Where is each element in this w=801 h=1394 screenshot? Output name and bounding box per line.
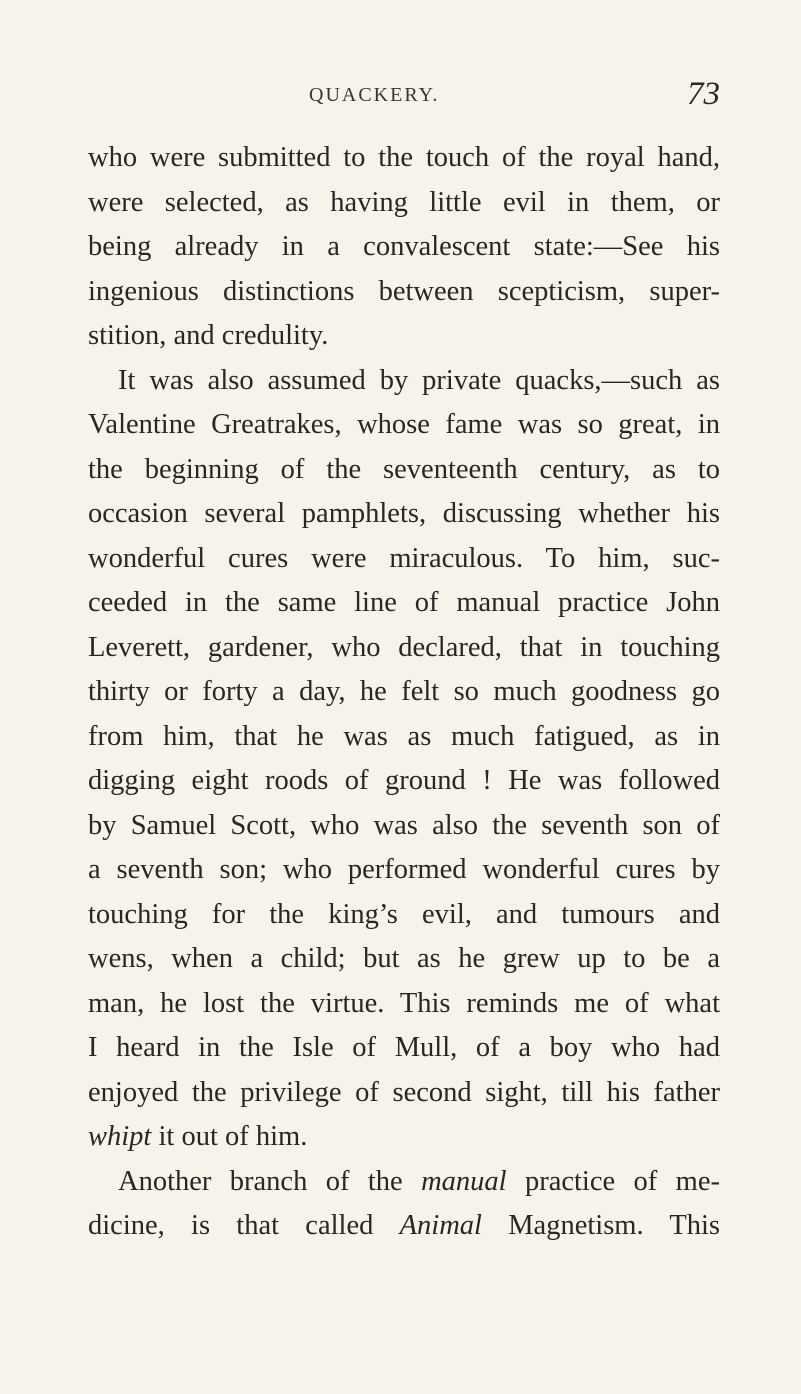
- body-text: [88, 136, 720, 1249]
- text-segment: Magnetism. This: [481, 1210, 720, 1241]
- text-line: [88, 1204, 720, 1249]
- running-head: QUACKERY.: [309, 84, 440, 106]
- text-segment: Valentine Greatrakes, whose fame was so great, in: [88, 409, 720, 440]
- text-segment: thirty or forty a day, he felt so much goodness go: [88, 676, 720, 707]
- text-line: [88, 848, 720, 893]
- text-line: [88, 359, 720, 404]
- text-line: [88, 537, 720, 582]
- text-segment: Leverett, gardener, who declared, that in touching: [88, 631, 720, 663]
- text-segment: a seventh son; who performed wonderful cures by: [88, 854, 720, 885]
- text-segment: man, he lost the virtue. This reminds me of what: [88, 987, 720, 1019]
- text-line: [88, 804, 720, 849]
- italic-text-segment: manual: [421, 1165, 507, 1197]
- text-segment: touching for the king’s evil, and tumours and: [88, 898, 720, 930]
- text-line: [88, 670, 720, 715]
- italic-text-segment: Animal: [399, 1210, 482, 1241]
- text-line: [88, 1026, 720, 1071]
- text-segment: it out of him.: [151, 1121, 308, 1152]
- text-line: [88, 759, 720, 804]
- text-line: [88, 403, 720, 448]
- text-segment: wens, when a child; but as he grew up to be a: [88, 943, 720, 974]
- text-line: [88, 1160, 720, 1205]
- text-line: [88, 982, 720, 1027]
- text-segment: ceeded in the same line of manual practice John: [88, 587, 720, 618]
- text-segment: It was also assumed by private quacks,—such as: [118, 364, 720, 396]
- text-segment: stition, and credulity.: [88, 320, 329, 351]
- text-line: [88, 626, 720, 671]
- text-segment: occasion several pamphlets, discussing whether his: [88, 498, 720, 529]
- text-segment: Another branch of the: [118, 1165, 422, 1197]
- text-segment: digging eight roods of ground ! He was followed: [88, 765, 720, 796]
- text-line: [88, 937, 720, 982]
- text-segment: enjoyed the privilege of second sight, till his father: [88, 1076, 720, 1108]
- text-segment: ingenious distinctions between scepticism, super-: [88, 275, 720, 307]
- text-line: [88, 136, 720, 181]
- text-line: [88, 181, 720, 226]
- text-segment: practice of me-: [506, 1165, 720, 1197]
- text-line: [88, 270, 720, 315]
- text-line: [88, 314, 720, 359]
- page-number: 73: [687, 76, 720, 112]
- text-segment: being already in a convalescent state:—See his: [88, 231, 720, 262]
- text-segment: who were submitted to the touch of the royal hand,: [88, 142, 720, 173]
- page-header: [88, 76, 720, 116]
- text-segment: dicine, is that called: [88, 1210, 400, 1241]
- text-line: [88, 1115, 720, 1160]
- text-segment: by Samuel Scott, who was also the seventh son of: [88, 809, 720, 841]
- text-segment: wonderful cures were miraculous. To him, suc-: [88, 542, 720, 574]
- italic-text-segment: whipt: [88, 1121, 152, 1152]
- text-segment: from him, that he was as much fatigued, as in: [88, 720, 720, 752]
- text-segment: the beginning of the seventeenth century, as to: [88, 453, 720, 485]
- text-segment: were selected, as having little evil in them, or: [88, 186, 720, 218]
- text-line: [88, 225, 720, 270]
- text-line: [88, 1071, 720, 1116]
- text-line: [88, 581, 720, 626]
- text-line: [88, 893, 720, 938]
- text-segment: I heard in the Isle of Mull, of a boy who had: [88, 1032, 720, 1063]
- text-line: [88, 448, 720, 493]
- text-line: [88, 492, 720, 537]
- text-line: [88, 715, 720, 760]
